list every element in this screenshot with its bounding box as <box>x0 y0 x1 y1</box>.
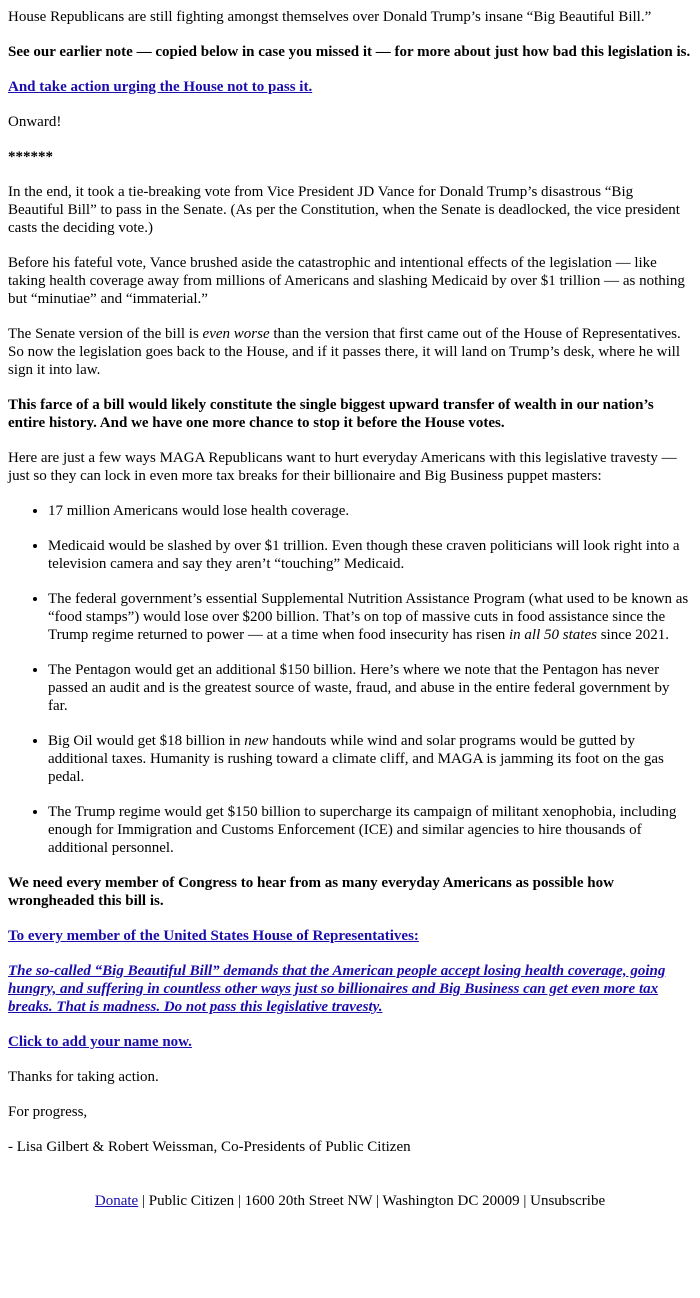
donate-link[interactable]: Donate <box>94 1193 139 1209</box>
take-action-paragraph <box>8 78 692 96</box>
list-item: • The Pentagon would get an additional $150 billion. Here’s where we note that the Pentagon has never passed an audit and is the greatest source of waste, fraud, and abuse in the entire federal government by far. <box>48 661 692 715</box>
harms-list <box>8 502 692 857</box>
petition-text-link[interactable]: The so-called “Big Beautiful Bill” demands that the American people accept losing health coverage, going hungry, and suffering in countless other ways just so billionaires and Big Business can get even more tax breaks. That is madness. Do not pass this legislative travesty. <box>8 963 666 1015</box>
tie-breaking-paragraph: In the end, it took a tie-breaking vote from Vice President JD Vance for Donald Trump’s disastrous “Big Beautiful Bill” to pass in the Senate. (As per the Constitution, when the Senate is deadlocked, the vice president casts the deciding vote.) <box>8 184 680 236</box>
even-worse-emphasis: even worse <box>202 326 270 342</box>
footer <box>8 1192 692 1210</box>
petition-text-paragraph <box>8 962 692 1016</box>
take-action-link[interactable]: And take action urging the House not to pass it. <box>8 79 313 95</box>
separator: ****** <box>8 149 53 165</box>
senate-version-paragraph: The Senate version of the bill is even worse than the version that first came out of the House of Representatives. So now the legislation goes back to the House, and if it passes there, it will land on Trump’s desk, where he will sign it into law. <box>8 326 681 378</box>
list-item: • 17 million Americans would lose health coverage. <box>48 502 692 520</box>
list-item: • The Trump regime would get $150 billion to supercharge its campaign of militant xenophobia, including enough for Immigration and Customs Enforcement (ICE) and similar agencies to hire thousands of additional personnel. <box>48 803 692 857</box>
vance-paragraph: Before his fateful vote, Vance brushed aside the catastrophic and intentional effects of the legislation — like taking health coverage away from millions of Americans and slashing Medicaid by over $1 trillion — as nothing but “minutiae” and “immaterial.” <box>8 255 685 307</box>
list-item: • Medicaid would be slashed by over $1 trillion. Even though these craven politicians will look right into a television camera and say they aren’t “touching” Medicaid. <box>48 537 692 573</box>
petition-heading-link[interactable]: To every member of the United States House of Representatives: <box>8 928 419 944</box>
petition-heading-paragraph <box>8 927 692 945</box>
onward-text: Onward! <box>8 114 62 130</box>
congress-paragraph: We need every member of Congress to hear from as many everyday Americans as possible how wrongheaded this bill is. <box>8 875 614 909</box>
ways-paragraph: Here are just a few ways MAGA Republicans want to hurt everyday Americans with this legislative travesty — just so they can lock in even more tax breaks for their billionaire and Big Business puppet masters: <box>8 450 677 484</box>
footer-address: | Public Citizen | 1600 20th Street NW | Washington DC 20009 | Unsubscribe <box>138 1193 606 1209</box>
list-item: • The federal government’s essential Supplemental Nutrition Assistance Program (what used to be known as “food stamps”) would lose over $200 billion. That’s on top of massive cuts in food assistance since the Trump regime returned to power — at a time when food insecurity has risen in all 50 states since 2021. <box>48 590 692 644</box>
farce-paragraph: This farce of a bill would likely constitute the single biggest upward transfer of wealth in our nation’s entire history. And we have one more chance to stop it before the House votes. <box>8 397 654 431</box>
intro-paragraph: House Republicans are still fighting amongst themselves over Donald Trump’s insane “Big Beautiful Bill.” <box>8 9 652 25</box>
signature-text: - Lisa Gilbert & Robert Weissman, Co-Presidents of Public Citizen <box>8 1139 411 1155</box>
earlier-note-paragraph <box>8 43 692 61</box>
earlier-note-bold: See our earlier note — copied below in case you missed it — for more about just how bad this legislation is. <box>8 44 691 60</box>
closing-text: For progress, <box>8 1104 88 1120</box>
thanks-text: Thanks for taking action. <box>8 1069 159 1085</box>
add-name-link[interactable]: Click to add your name now. <box>8 1034 192 1050</box>
list-item: • Big Oil would get $18 billion in new handouts while wind and solar programs would be gutted by additional taxes. Humanity is rushing toward a climate cliff, and MAGA is jamming its foot on the gas pedal. <box>48 732 692 786</box>
add-name-paragraph <box>8 1033 692 1051</box>
